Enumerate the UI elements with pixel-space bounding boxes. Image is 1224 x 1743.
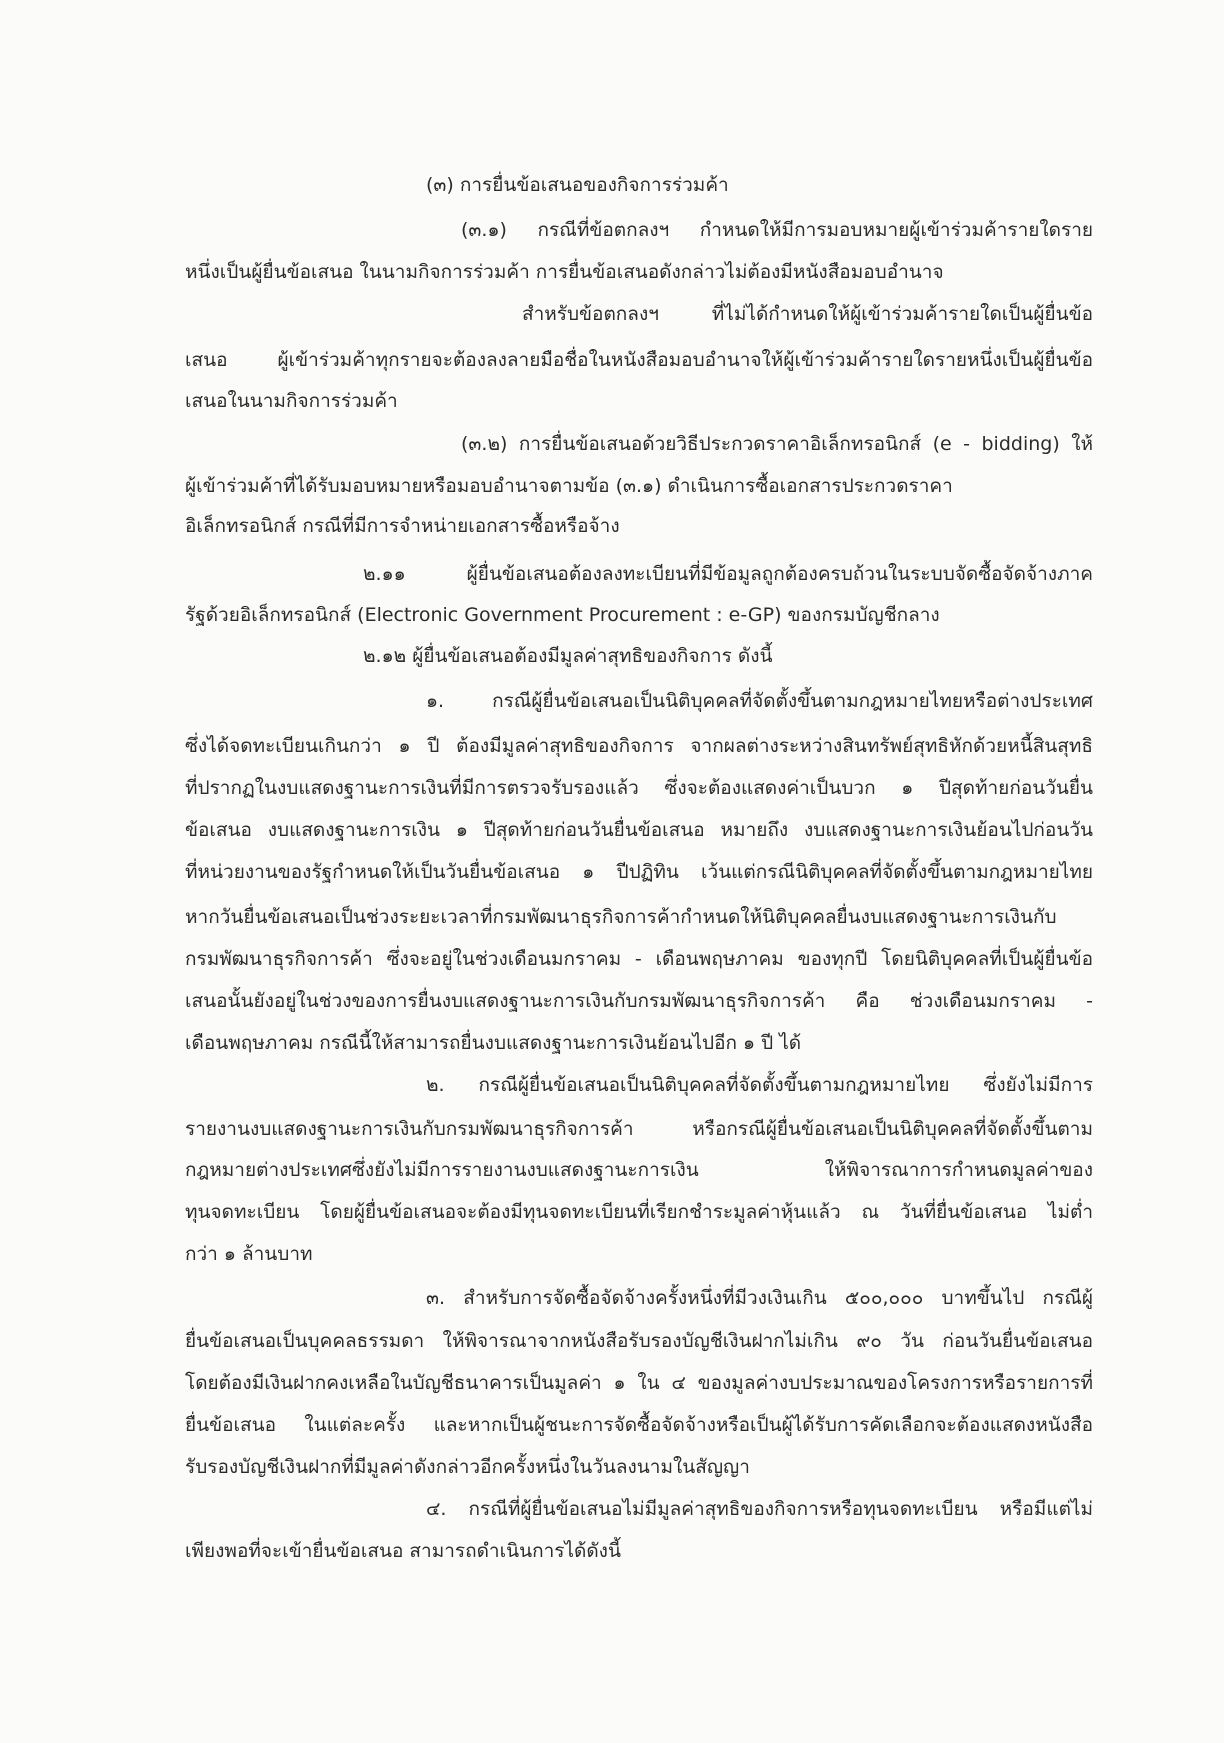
text-line: (๓.๒) การยื่นข้อเสนอด้วยวิธีประกวดราคาอิเล็กทรอนิกส์ (e - bidding) ให้ [461, 433, 1093, 455]
text-line: เสนอ ผู้เข้าร่วมค้าทุกรายจะต้องลงลายมือชื่อในหนังสือมอบอำนาจให้ผู้เข้าร่วมค้ารายใดรายหนึ่งเป็นผู้ยื่นข้อ [185, 349, 1093, 371]
text-line: ผู้เข้าร่วมค้าที่ได้รับมอบหมายหรือมอบอำนาจตามข้อ (๓.๑) ดำเนินการซื้อเอกสารประกวดราคา [185, 475, 953, 497]
text-line: ที่ปรากฏในงบแสดงฐานะการเงินที่มีการตรวจรับรองแล้ว ซึ่งจะต้องแสดงค่าเป็นบวก ๑ ปีสุดท้ายก่อนวันยื่น [185, 777, 1093, 799]
text-line: รายงานงบแสดงฐานะการเงินกับกรมพัฒนาธุรกิจการค้า หรือกรณีผู้ยื่นข้อเสนอเป็นนิติบุคคลที่จัดตั้งขึ้นตาม [185, 1118, 1093, 1140]
text-line: กฎหมายต่างประเทศซึ่งยังไม่มีการรายงานงบแสดงฐานะการเงิน ให้พิจารณาการกำหนดมูลค่าของ [185, 1159, 1093, 1181]
text-line: เดือนพฤษภาคม กรณีนี้ให้สามารถยื่นงบแสดงฐานะการเงินย้อนไปอีก ๑ ปี ได้ [185, 1032, 802, 1054]
section-heading: (๓) การยื่นข้อเสนอของกิจการร่วมค้า [426, 174, 729, 196]
text-line: เพียงพอที่จะเข้ายื่นข้อเสนอ สามารถดำเนินการได้ดังนี้ [185, 1540, 621, 1562]
text-line: รัฐด้วยอิเล็กทรอนิกส์ (Electronic Government Procurement : e-GP) ของกรมบัญชีกลาง [185, 604, 940, 626]
text-line: เสนอนั้นยังอยู่ในช่วงของการยื่นงบแสดงฐานะการเงินกับกรมพัฒนาธุรกิจการค้า คือ ช่วงเดือนมกราคม - [185, 990, 1093, 1012]
text-line: ยื่นข้อเสนอเป็นบุคคลธรรมดา ให้พิจารณาจากหนังสือรับรองบัญชีเงินฝากไม่เกิน ๙๐ วัน ก่อนวันยื่นข้อเสนอ [185, 1330, 1093, 1352]
clause-line: ๒.๑๑ ผู้ยื่นข้อเสนอต้องลงทะเบียนที่มีข้อมูลถูกต้องครบถ้วนในระบบจัดซื้อจัดจ้างภาค [363, 563, 1093, 585]
list-item-line: ๔. กรณีที่ผู้ยื่นข้อเสนอไม่มีมูลค่าสุทธิของกิจการหรือทุนจดทะเบียน หรือมีแต่ไม่ [426, 1498, 1093, 1520]
text-line: เสนอในนามกิจการร่วมค้า [185, 390, 398, 412]
clause-line: ๒.๑๒ ผู้ยื่นข้อเสนอต้องมีมูลค่าสุทธิของกิจการ ดังนี้ [363, 645, 773, 667]
text-line: ข้อเสนอ งบแสดงฐานะการเงิน ๑ ปีสุดท้ายก่อนวันยื่นข้อเสนอ หมายถึง งบแสดงฐานะการเงินย้อนไปก่อนวัน [185, 819, 1093, 841]
text-line: (๓.๑) กรณีที่ข้อตกลงฯ กำหนดให้มีการมอบหมายผู้เข้าร่วมค้ารายใดราย [461, 219, 1093, 241]
text-line: โดยต้องมีเงินฝากคงเหลือในบัญชีธนาคารเป็นมูลค่า ๑ ใน ๔ ของมูลค่างบประมาณของโครงการหรือรายการที่ [185, 1372, 1093, 1394]
text-line: หากวันยื่นข้อเสนอเป็นช่วงระยะเวลาที่กรมพัฒนาธุรกิจการค้ากำหนดให้นิติบุคคลยื่นงบแสดงฐานะการเงินกับ [185, 906, 1057, 928]
text-line: สำหรับข้อตกลงฯ ที่ไม่ได้กำหนดให้ผู้เข้าร่วมค้ารายใดเป็นผู้ยื่นข้อ [522, 303, 1093, 325]
text-line: ทุนจดทะเบียน โดยผู้ยื่นข้อเสนอจะต้องมีทุนจดทะเบียนที่เรียกชำระมูลค่าหุ้นแล้ว ณ วันที่ยื่นข้อเสนอ ไม่ต่ำ [185, 1201, 1093, 1223]
text-line: หนึ่งเป็นผู้ยื่นข้อเสนอ ในนามกิจการร่วมค้า การยื่นข้อเสนอดังกล่าวไม่ต้องมีหนังสือมอบอำนาจ [185, 261, 944, 283]
text-line: กว่า ๑ ล้านบาท [185, 1243, 313, 1265]
text-line: อิเล็กทรอนิกส์ กรณีที่มีการจำหน่ายเอกสารซื้อหรือจ้าง [185, 515, 620, 537]
list-item-line: ๒. กรณีผู้ยื่นข้อเสนอเป็นนิติบุคคลที่จัดตั้งขึ้นตามกฎหมายไทย ซึ่งยังไม่มีการ [426, 1074, 1093, 1096]
text-line: รับรองบัญชีเงินฝากที่มีมูลค่าดังกล่าวอีกครั้งหนึ่งในวันลงนามในสัญญา [185, 1456, 750, 1478]
text-line: ยื่นข้อเสนอ ในแต่ละครั้ง และหากเป็นผู้ชนะการจัดซื้อจัดจ้างหรือเป็นผู้ได้รับการคัดเลือกจะต้องแสดงหนังสือ [185, 1414, 1093, 1436]
text-line: ที่หน่วยงานของรัฐกำหนดให้เป็นวันยื่นข้อเสนอ ๑ ปีปฏิทิน เว้นแต่กรณีนิติบุคคลที่จัดตั้งขึ้นตามกฎหมายไทย [185, 861, 1093, 883]
list-item-line: ๓. สำหรับการจัดซื้อจัดจ้างครั้งหนึ่งที่มีวงเงินเกิน ๕๐๐,๐๐๐ บาทขึ้นไป กรณีผู้ [426, 1287, 1093, 1309]
list-item-line: ๑. กรณีผู้ยื่นข้อเสนอเป็นนิติบุคคลที่จัดตั้งขึ้นตามกฎหมายไทยหรือต่างประเทศ [426, 690, 1093, 712]
text-line: ซึ่งได้จดทะเบียนเกินกว่า ๑ ปี ต้องมีมูลค่าสุทธิของกิจการ จากผลต่างระหว่างสินทรัพย์สุทธิหักด้วยหนี้สินสุทธิ [185, 735, 1093, 757]
text-line: กรมพัฒนาธุรกิจการค้า ซึ่งจะอยู่ในช่วงเดือนมกราคม - เดือนพฤษภาคม ของทุกปี โดยนิติบุคคลที่เป็นผู้ยื่นข้อ [185, 948, 1093, 970]
